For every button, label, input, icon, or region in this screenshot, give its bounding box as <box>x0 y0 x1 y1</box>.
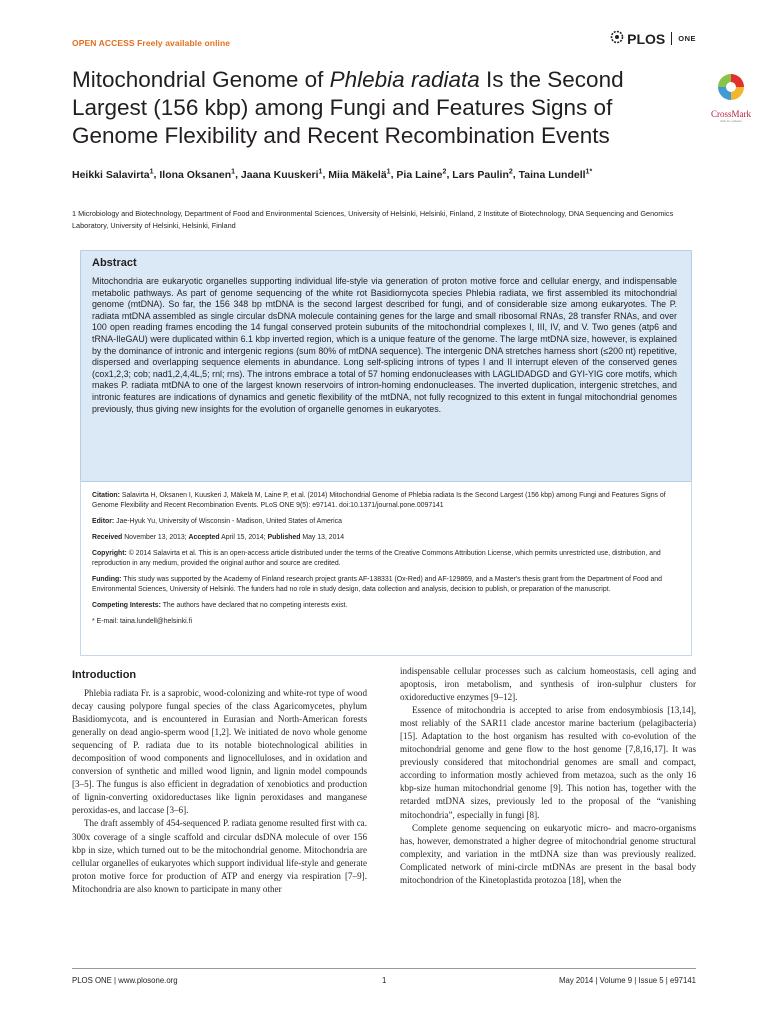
article-metadata <box>92 491 680 633</box>
accepted-date: April 15, 2014; <box>221 534 266 541</box>
editor-text: Jae-Hyuk Yu, University of Wisconsin - Madison, United States of America <box>116 518 342 525</box>
competing-text: The authors have declared that no competing interests exist. <box>162 602 348 609</box>
funding-text: This study was supported by the Academy of Finland research project grants AF-138331 (Ox-Red) and AF-129869, and a Master's thesis grant from the Department of Food and Environmental Sciences, University of Helsinki. The funders had no role in study design, data collection and analysis, decision to publish, or preparation of the manuscript. <box>92 576 662 593</box>
editor-label: Editor: <box>92 518 115 525</box>
editor <box>92 517 680 527</box>
citation-label: Citation: <box>92 492 120 499</box>
open-access-banner <box>72 38 230 48</box>
paragraph: Complete genome sequencing on eukaryotic micro- and macro-organisms has, however, demonstrated a higher degree of mitochondrial genome structural complexity, and variation in the mtDNA size than was previously realized. Complicated network of mini-circle mtDNAs are present in the basal body mitochondrion of the Kinetoplastida protozoa [18], when the <box>400 822 696 885</box>
plos-logo-icon <box>610 30 624 47</box>
journal-logo <box>610 30 696 47</box>
footer-divider <box>72 968 696 969</box>
open-access-label: OPEN ACCESS Freely available online <box>72 38 231 48</box>
footer-issue: May 2014 | Volume 9 | Issue 5 | e97141 <box>559 976 696 985</box>
paragraph: Phlebia radiata Fr. is a saprobic, wood-colonizing and white-rot type of wood decay causing polypore fungal species of the class Agaricomycetes, phylum Basidiomycota, and is encountered in Eurasian and North-American forests generally on dead angio-sperm wood [1,2]. We initiated de novo whole genome sequencing of P. radiata due to its notable biotechnological abilities in decomposition of wood components and lignocelluloses, and in oxidation and conversion of synthetic and milled wood lignin, and lignin model compounds [3–5]. The fungus is also efficient in degradation of xenobiotics and production of lignin-converting oxidoreductases like lignin peroxidases and manganese peroxidas-es, and laccase [3–6]. <box>72 688 367 816</box>
citation-text: Salavirta H, Oksanen I, Kuuskeri J, Mäkelä M, Laine P, et al. (2014) Mitochondrial Genome of Phlebia radiata Is the Second Largest (156 kbp) among Fungi and Features Signs of Genome Flexibility and Recent Recombination Events. PLoS ONE 9(5): e97141. doi:10.1371/journal.pone.0097141 <box>92 492 666 509</box>
journal-sub: ONE <box>678 34 696 43</box>
author-affiliation-mark: 1 <box>149 168 154 175</box>
logo-divider <box>671 32 672 45</box>
abstract-heading: Abstract <box>92 257 137 269</box>
author-affiliation-mark: 1 <box>231 168 236 175</box>
author-list: Heikki Salavirta$^1$, Ilona Oksanen$^1$, Jaana Kuuskeri$^1$, Miia Mäkelä$^1$, Pia Laine$^2$, Lars Paulin$^2$, Taina Lundell$^{1*}$ <box>72 168 593 181</box>
affiliations: 1 Microbiology and Biotechnology, Department of Food and Environmental Sciences, University of Helsinki, Helsinki, Finland, 2 Institute of Biotechnology, DNA Sequencing and Genomics Laboratory, University of Helsinki, Helsinki, Finland <box>72 209 674 230</box>
title-part-1: Mitochondrial Genome of <box>72 67 330 92</box>
competing-label: Competing Interests: <box>92 602 161 609</box>
author-affiliation-mark: 1 <box>318 168 323 175</box>
author-name: Pia Laine$^2$ <box>396 168 447 181</box>
email[interactable] <box>92 617 680 627</box>
body-column-right <box>400 665 696 887</box>
author-affiliation-mark: 2 <box>442 168 447 175</box>
accepted-label: Accepted <box>188 534 220 541</box>
abstract-text: Mitochondria are eukaryotic organelles supporting individual life-style via generation of proton motive force and cellular energy, and indispensable metabolic pathways. As part of genome sequencing of the white rot Basidiomycota species Phlebia radiata, we first assembled its mitochondrial genome (mtDNA). So far, the 156 348 bp mtDNA is the second largest described for fungi, and of considerable size among eukaryotes. The P. radiata mtDNA assembled as single circular dsDNA molecule containing genes for the large and small ribosomal RNAs, 28 transfer RNAs, and over 100 open reading frames encoding the 14 fungal conserved protein subunits of the mitochondrial complexes I, III, IV, and V. Two genes (atp6 and tRNA-IleGAU) were duplicated within 6.1 kbp inverted region, which is a unique feature of the genome. The large mtDNA size, however, is explained by the dominance of intronic and intergenic regions (sum 80% of mtDNA sequence). The intergenic DNA stretches harness short (≤200 nt) repetitive, dispersed and overlapping sequence elements in abundance. Long self-splicing introns of types I and II interrupt eleven of the conserved genes (cox1,2,3; cob; nad1,2,4,4L,5; rnl; rns). The introns embrace a total of 57 homing endonucleases with LAGLIDADGD and GYI-YIG core motifs, which makes P. radiata mtDNA to one of the largest known reservoirs of intron-homing endonucleases. The inverted duplication, intergenic stretches, and intronic features are indications of dynamics and genetic flexibility of the mtDNA, not fully recognized to this extent in fungal mitochondrial genomes previously, thus giving new insights for the evolution of organelle genomes in eukaryotes. <box>92 276 677 414</box>
body-column-left <box>72 687 367 896</box>
paragraph: Essence of mitochondria is accepted to arise from endosymbiosis [13,14], most reliably of the SAR11 clade ancestor marine bacterium (pelagibacteria) [15]. Adaptation to the host organism has resulted with co-evolution of the mitochondrial genome and gene flow to the host genome [7,8,16,17]. It was previously considered that mitochondrial genomes are small and compact, according to information mostly achieved from metazoa, such as the only 16 kbp-size human mitochondrial genome [9]. This notion has, together with the retarded mtDNA sizes, previously led to the proposal of the “vanishing mitochondria”, especially in fungi [8]. <box>400 705 696 820</box>
crossmark-icon <box>714 89 748 106</box>
title-part-2: Is the Second Largest (156 kbp) among Fungi and Features Signs of Genome Flexibility and Recent Recombination Events <box>72 67 624 148</box>
funding-label: Funding: <box>92 576 122 583</box>
author-affiliation-mark: 1* <box>585 168 593 175</box>
paragraph: indispensable cellular processes such as calcium homeostasis, cell aging and apoptosis, iron metabolism, and synthesis of iron-sulphur clusters for oxidoreductive enzymes [9–12]. <box>400 666 696 703</box>
crossmark-badge[interactable] <box>706 72 756 123</box>
crossmark-sub: click for updates <box>720 119 742 123</box>
received-label: Received <box>92 534 123 541</box>
paragraph: The draft assembly of 454-sequenced P. radiata genome resulted first with ca. 300x coverage of a single scaffold and circular dsDNA molecule of over 156 kbp in size, which turned out to be the mitochondrial genome. Mitochondria are cellular organelles of eukaryotes which support individual life-style and generate proton motive force for production of ATP and energy via respiration [7–9]. Mitochondria are also known to participate in many other <box>72 818 367 894</box>
author-affiliation-mark: 1 <box>386 168 391 175</box>
journal-name: PLOS <box>627 30 666 47</box>
author-name: Ilona Oksanen$^1$ <box>159 168 236 181</box>
author-name: Heikki Salavirta$^1$ <box>72 168 154 181</box>
published-label: Published <box>267 534 301 541</box>
author-name: Taina Lundell$^{1*}$ <box>518 168 593 181</box>
funding <box>92 575 680 595</box>
published-date: May 13, 2014 <box>302 534 345 541</box>
copyright <box>92 549 680 569</box>
author-name: Lars Paulin$^2$ <box>452 168 513 181</box>
email-text[interactable]: * E-mail: taina.lundell@helsinki.fi <box>92 618 193 625</box>
copyright-text: © 2014 Salavirta et al. This is an open-access article distributed under the terms of the Creative Commons Attribution License, which permits unrestricted use, distribution, and reproduction in any medium, provided the original author and source are credited. <box>92 550 661 567</box>
dates <box>92 533 680 543</box>
author-name: Miia Mäkelä$^1$ <box>328 168 391 181</box>
crossmark-label: CrossMark <box>711 109 751 119</box>
intro-heading: Introduction <box>72 669 137 681</box>
received-date: November 13, 2013; <box>124 534 187 541</box>
competing-interests <box>92 601 680 611</box>
author-affiliation-mark: 2 <box>508 168 513 175</box>
author-name: Jaana Kuuskeri$^1$ <box>240 168 323 181</box>
citation <box>92 491 680 511</box>
copyright-label: Copyright: <box>92 550 127 557</box>
article-title <box>72 66 682 150</box>
title-species: Phlebia radiata <box>329 67 480 92</box>
page-number: 1 <box>382 976 387 985</box>
footer-journal: PLOS ONE | www.plosone.org <box>72 976 178 985</box>
